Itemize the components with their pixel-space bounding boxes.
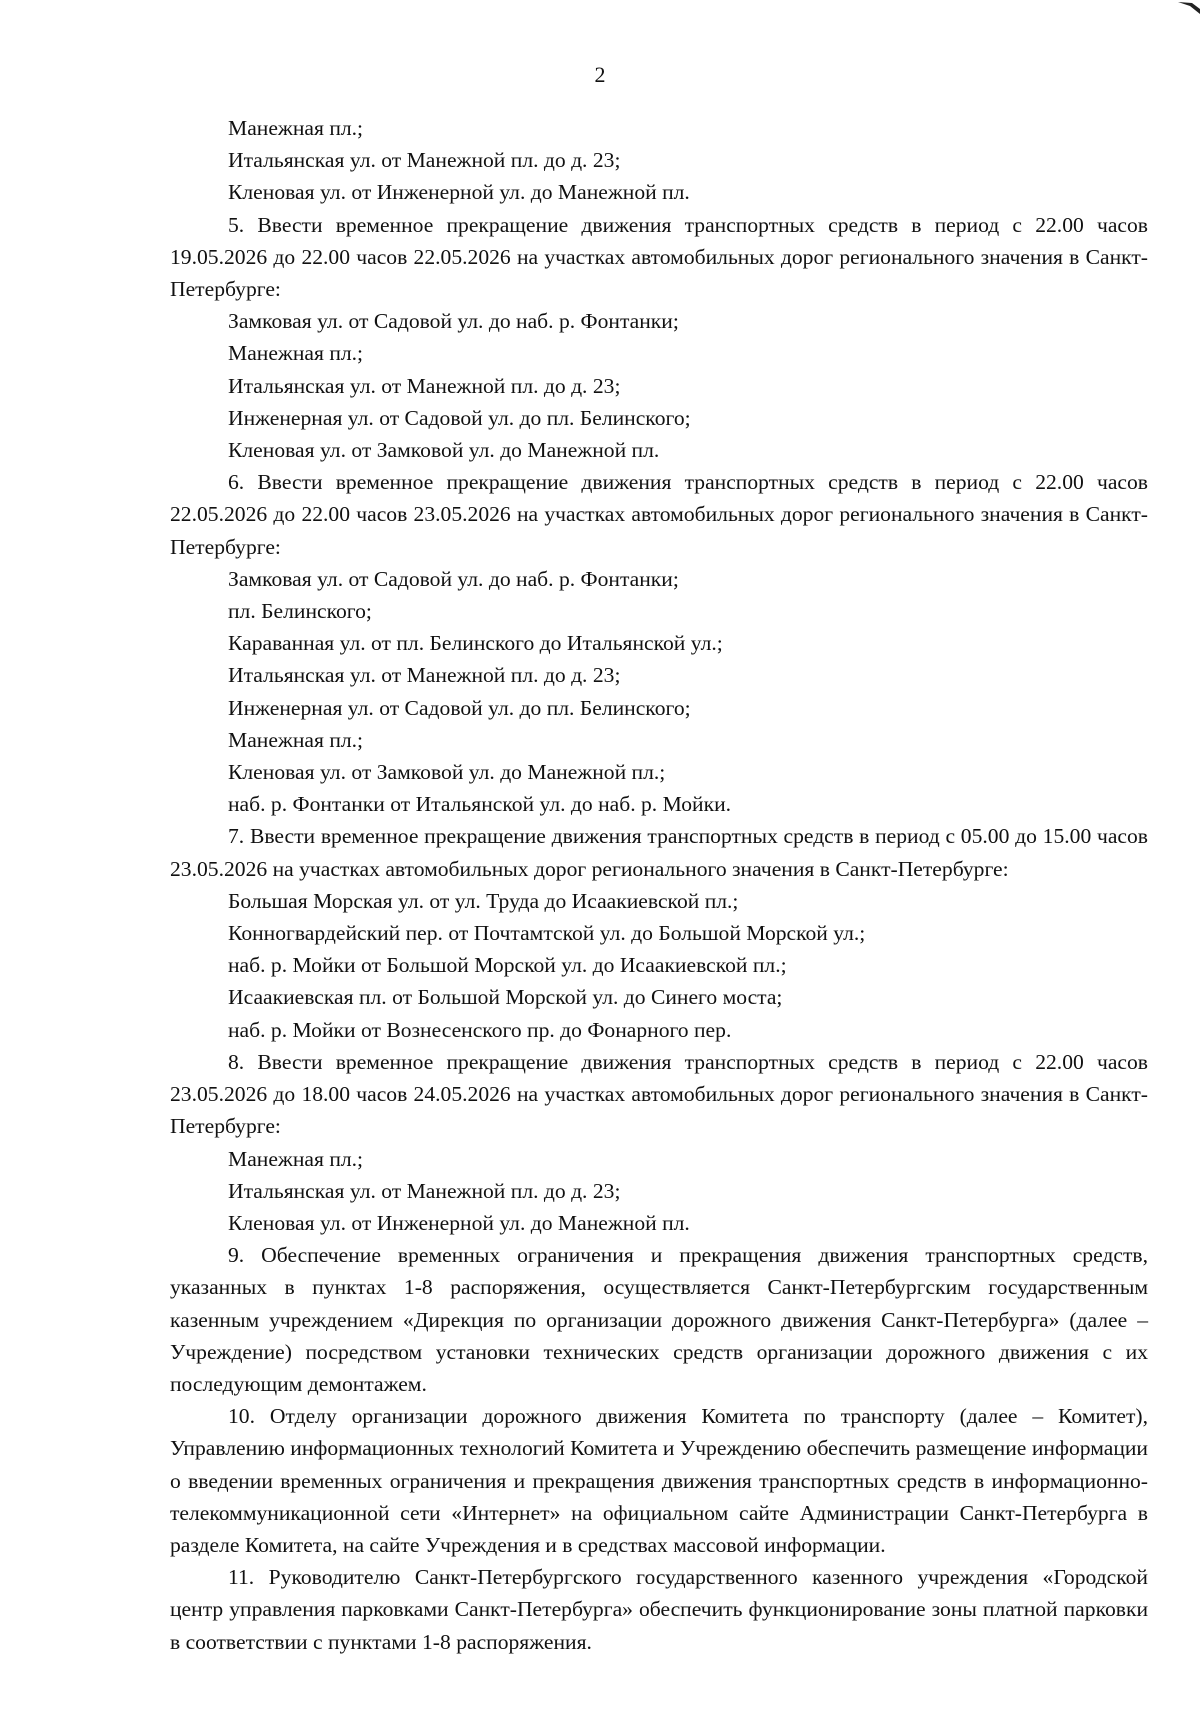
paragraph: 8. Ввести временное прекращение движения транспортных средств в период с 22.00 часов 23.05.2026 до 18.00 часов 24.05.2026 на участках автомобильных дорог регионального значения в Санкт-Петербурге: (170, 1049, 1148, 1139)
list-item: Кленовая ул. от Инженерной ул. до Манежной пл. (228, 180, 690, 205)
list-item: Замковая ул. от Садовой ул. до наб. р. Фонтанки; (228, 309, 679, 334)
list-item: Итальянская ул. от Манежной пл. до д. 23; (228, 373, 621, 398)
list-item: Кленовая ул. от Замковой ул. до Манежной пл. (228, 438, 660, 463)
paragraph: 10. Отделу организации дорожного движения Комитета по транспорту (далее – Комитет), Управлению информационных технологий Комитета и Учреждению обеспечить размещение информации о введении временных ограничения и прекращения движения транспортных средств в информационно-телекоммуникационной сети «Интернет» на официальном сайте Администрации Санкт-Петербурга в разделе Комитета, на сайте Учреждения и в средствах массовой информации. (170, 1404, 1148, 1557)
list-item: Манежная пл.; (228, 1146, 364, 1171)
list-item: наб. р. Мойки от Большой Морской ул. до Исаакиевской пл.; (228, 953, 787, 978)
list-item: Инженерная ул. от Садовой ул. до пл. Белинского; (228, 405, 691, 430)
list-item: пл. Белинского; (228, 599, 372, 624)
list-item: Манежная пл.; (228, 341, 364, 366)
list-item: Караванная ул. от пл. Белинского до Итальянской ул.; (228, 631, 723, 656)
list-item: наб. р. Фонтанки от Итальянской ул. до наб. р. Мойки. (228, 792, 732, 817)
list-item: Манежная пл.; (228, 116, 364, 140)
list-item: Конногвардейский пер. от Почтамтской ул. до Большой Морской ул.; (228, 921, 866, 946)
list-item: Кленовая ул. от Замковой ул. до Манежной пл.; (228, 760, 666, 785)
scan-mark (1174, 0, 1200, 14)
document-body (170, 112, 1148, 1658)
paragraph: 11. Руководителю Санкт-Петербургского государственного казенного учреждения «Городской центр управления парковками Санкт-Петербурга» обеспечить функционирование зоны платной парковки в соответствии с пунктами 1-8 распоряжения. (170, 1565, 1148, 1654)
list-item: Манежная пл.; (228, 727, 364, 752)
list-item: наб. р. Мойки от Вознесенского пр. до Фонарного пер. (228, 1017, 732, 1042)
list-item: Итальянская ул. от Манежной пл. до д. 23; (228, 663, 621, 688)
list-item: Большая Морская ул. от ул. Труда до Исаакиевской пл.; (228, 888, 739, 913)
list-item: Итальянская ул. от Манежной пл. до д. 23; (228, 1178, 621, 1203)
list-item: Итальянская ул. от Манежной пл. до д. 23; (228, 148, 621, 173)
paragraph: 7. Ввести временное прекращение движения транспортных средств в период с 05.00 до 15.00 часов 23.05.2026 на участках автомобильных дорог регионального значения в Санкт-Петербурге: (170, 824, 1148, 881)
list-item: Кленовая ул. от Инженерной ул. до Манежной пл. (228, 1210, 690, 1235)
list-item: Исаакиевская пл. от Большой Морской ул. до Синего моста; (228, 985, 783, 1010)
paragraph: 6. Ввести временное прекращение движения транспортных средств в период с 22.00 часов 22.05.2026 до 22.00 часов 23.05.2026 на участках автомобильных дорог регионального значения в Санкт-Петербурге: (170, 470, 1148, 559)
list-item: Инженерная ул. от Садовой ул. до пл. Белинского; (228, 695, 691, 720)
list-item: Замковая ул. от Садовой ул. до наб. р. Фонтанки; (228, 566, 679, 591)
paragraph: 9. Обеспечение временных ограничения и прекращения движения транспортных средств, указанных в пунктах 1-8 распоряжения, осуществляется Санкт-Петербургским государственным казенным учреждением «Дирекция по организации дорожного движения Санкт-Петербурга» (далее – Учреждение) посредством установки технических средств организации дорожного движения с их последующим демонтажем. (170, 1243, 1148, 1396)
page-number: 2 (594, 62, 606, 87)
paragraph: 5. Ввести временное прекращение движения транспортных средств в период с 22.00 часов 19.05.2026 до 22.00 часов 22.05.2026 на участках автомобильных дорог регионального значения в Санкт-Петербурге: (170, 212, 1148, 302)
